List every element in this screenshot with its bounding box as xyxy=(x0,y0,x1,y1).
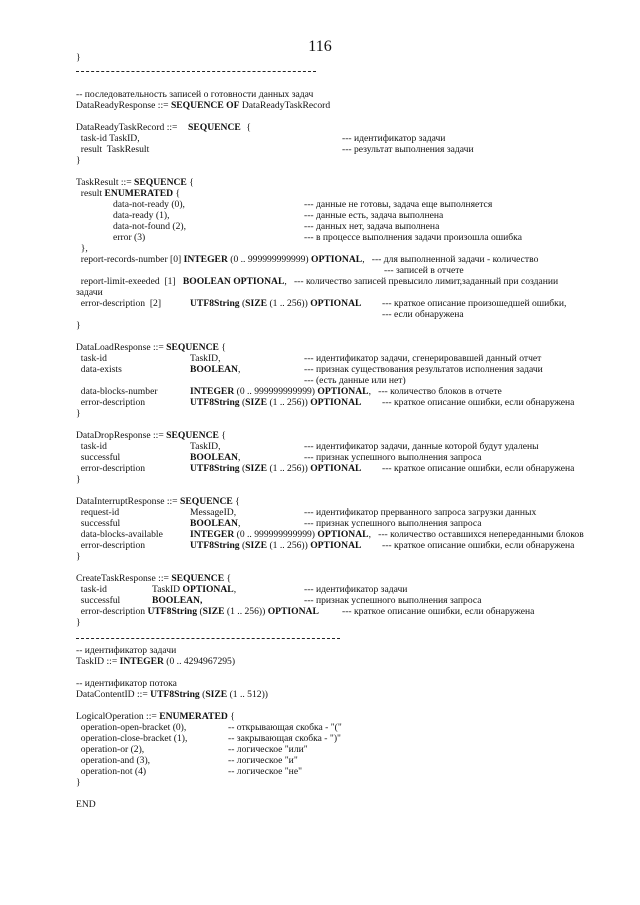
comment-line: -- идентификатор задачи xyxy=(76,645,177,656)
comment-line: -- последовательность записей о готовности данных задач xyxy=(76,89,314,100)
closing-brace: } xyxy=(76,777,81,788)
enum-line: error (3) --- в процессе выполнения задачи произошла ошибка xyxy=(113,232,522,243)
field-line: successful BOOLEAN, --- признак успешного выполнения запроса xyxy=(76,595,482,606)
enum-line: operation-or (2), -- логическое "или" xyxy=(76,744,308,755)
field-line: data-exists BOOLEAN, --- признак существования результатов исполнения задачи xyxy=(76,364,543,375)
dashed-separator xyxy=(76,71,316,72)
page-number: 116 xyxy=(308,38,332,55)
field-line: data-blocks-available INTEGER (0 .. 999999999999) OPTIONAL, --- количество оставшихся непереданными блоков xyxy=(76,529,584,540)
field-line: task-id TaskID, --- идентификатор задачи, сгенерировавшей данный отчет xyxy=(76,353,542,364)
field-line: error-description UTF8String (SIZE (1 .. 256)) OPTIONAL --- краткое описание ошибки, если обнаружена xyxy=(76,606,535,617)
field-line: task-id TaskID, --- идентификатор задачи, данные которой будут удалены xyxy=(76,441,539,452)
closing-brace: } xyxy=(76,320,81,331)
end-keyword: END xyxy=(76,799,96,810)
field-line: report-records-number [0] INTEGER (0 .. 999999999999) OPTIONAL, --- для выполненной задачи - количество xyxy=(76,254,539,265)
data-content-id-def: DataContentID ::= UTF8String (SIZE (1 .. 512)) xyxy=(76,689,268,700)
field-line: request-id MessageID, --- идентификатор прерванного запроса загрузки данных xyxy=(76,507,537,518)
closing-brace: } xyxy=(76,408,81,419)
field-line: error-description UTF8String (SIZE (1 .. 256)) OPTIONAL --- краткое описание ошибки, если обнаружена xyxy=(76,397,575,408)
field-line: successful BOOLEAN, --- признак успешного выполнения запроса xyxy=(76,518,482,529)
closing-brace: }, xyxy=(76,243,88,254)
field-line: error-description UTF8String (SIZE (1 .. 256)) OPTIONAL --- краткое описание ошибки, если обнаружена xyxy=(76,463,575,474)
field-line: data-blocks-number INTEGER (0 .. 999999999999) OPTIONAL, --- количество блоков в отчете xyxy=(76,386,502,397)
task-result-def: TaskResult ::= SEQUENCE { xyxy=(76,177,194,188)
field-line: report-limit-exeeded [1] BOOLEAN OPTIONAL, --- количество записей превысило лимит,заданный при создании xyxy=(76,276,559,287)
field-line: task-id TaskID, --- идентификатор задачи xyxy=(76,133,446,144)
comment-line: -- идентификатор потока xyxy=(76,678,177,689)
closing-brace: } xyxy=(76,551,81,562)
comment-line: задачи xyxy=(76,287,103,298)
data-interrupt-response-def: DataInterruptResponse ::= SEQUENCE { xyxy=(76,496,240,507)
enum-line: operation-not (4) -- логическое "не" xyxy=(76,766,302,777)
asn1-listing xyxy=(76,52,596,810)
enum-line: operation-close-bracket (1), -- закрывающая скобка - ")" xyxy=(76,733,341,744)
logical-operation-def: LogicalOperation ::= ENUMERATED { xyxy=(76,711,235,722)
enum-line: data-not-found (2), --- данных нет, задача выполнена xyxy=(113,221,440,232)
data-ready-response-def: DataReadyResponse ::= SEQUENCE OF DataReadyTaskRecord xyxy=(76,100,331,111)
create-task-response-def: CreateTaskResponse ::= SEQUENCE { xyxy=(76,573,232,584)
closing-brace: } xyxy=(76,52,81,63)
enum-line: operation-and (3), -- логическое "и" xyxy=(76,755,298,766)
data-load-response-def: DataLoadResponse ::= SEQUENCE { xyxy=(76,342,226,353)
data-ready-task-record-def: DataReadyTaskRecord ::= SEQUENCE { xyxy=(76,122,252,133)
comment-line: --- (есть данные или нет) xyxy=(304,375,406,386)
field-line: task-id TaskID OPTIONAL, --- идентификатор задачи xyxy=(76,584,408,595)
task-id-def: TaskID ::= INTEGER (0 .. 4294967295) xyxy=(76,656,236,667)
closing-brace: } xyxy=(76,155,81,166)
field-line: error-description UTF8String (SIZE (1 .. 256)) OPTIONAL --- краткое описание ошибки, если обнаружена xyxy=(76,540,575,551)
closing-brace: } xyxy=(76,617,81,628)
enum-line: data-ready (1), --- данные есть, задача выполнена xyxy=(113,210,444,221)
field-line: error-description [2] UTF8String (SIZE (1 .. 256)) OPTIONAL --- краткое описание произошедшей ошибки, xyxy=(76,298,567,309)
enum-line: operation-open-bracket (0), -- открывающая скобка - "(" xyxy=(76,722,342,733)
comment-line: --- если обнаружена xyxy=(382,309,464,320)
closing-brace: } xyxy=(76,474,81,485)
field-line: result TaskResult --- результат выполнения задачи xyxy=(76,144,474,155)
field-line: successful BOOLEAN, --- признак успешного выполнения запроса xyxy=(76,452,482,463)
data-drop-response-def: DataDropResponse ::= SEQUENCE { xyxy=(76,430,226,441)
enum-line: data-not-ready (0), --- данные не готовы, задача еще выполняется xyxy=(113,199,493,210)
field-line: result ENUMERATED { xyxy=(76,188,181,199)
comment-line: --- записей в отчете xyxy=(384,265,464,276)
dashed-separator xyxy=(76,638,340,639)
